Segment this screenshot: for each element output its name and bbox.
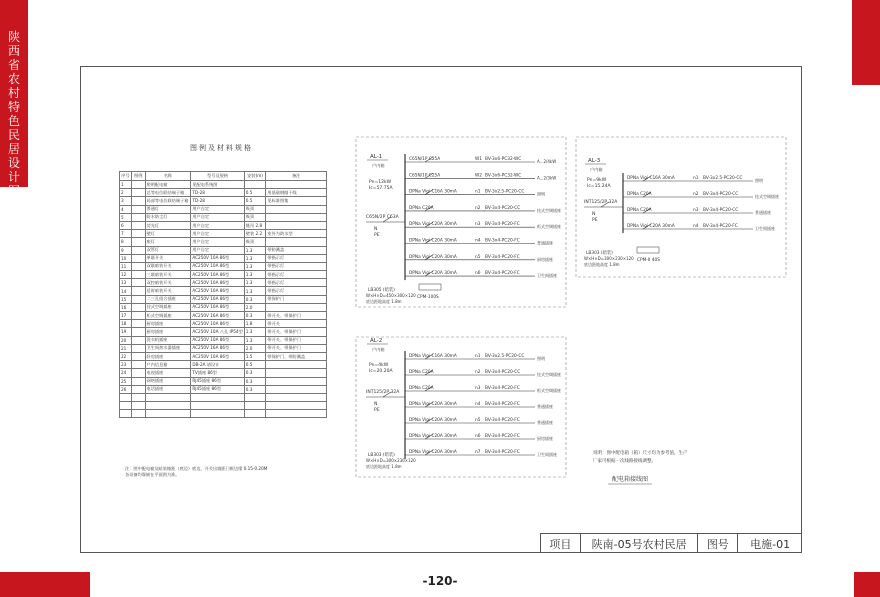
circuit-code: n1 (475, 354, 481, 359)
label-project: 项目 (541, 534, 581, 553)
circuit-cable: BV-3x2.5-PC20-CC (485, 189, 525, 195)
legend-cell: AC250V 10A 86型 (191, 287, 244, 295)
legend-cell: 0.5 (244, 197, 266, 205)
circuit-load: 卫生间插座 (755, 226, 775, 231)
circuit-load: 普通插座 (755, 210, 771, 215)
legend-cell: 带开关 (266, 320, 327, 328)
pe-label: PE (592, 218, 598, 223)
circuit-code: n2 (693, 192, 699, 197)
legend-cell: 21 (120, 344, 132, 352)
legend-cell: 1.5 (244, 352, 266, 360)
legend-cell: AC250V 10A 86型 (191, 320, 244, 328)
legend-cell: 带指示灯 (266, 279, 327, 287)
legend-cell: 4 (120, 205, 132, 213)
panel-name: AL-2 (370, 338, 383, 344)
legend-cell: 带指示灯 (266, 271, 327, 279)
label-drawing: 图号 (698, 534, 738, 553)
circuit-load: 厨房插座 (537, 436, 553, 441)
legend-cell: TD-28 (191, 189, 244, 197)
panel-power: Pn=12kW (369, 180, 392, 185)
legend-cell: 厨房插座 (145, 320, 191, 328)
legend-cell: 带指示灯 (266, 254, 327, 262)
legend-cell: 二三孔组合插座 (145, 295, 191, 303)
enclosure-height: 底边距地高度 1.8m (366, 299, 402, 304)
legend-cell: 13 (120, 279, 132, 287)
circuit-cable: BV-3x4-PC20-FC (485, 386, 520, 391)
legend-cell: 吸顶 (244, 238, 266, 246)
legend-cell: 26 (120, 385, 132, 393)
circuit-breaker: DPNa Vigi C20A 30mA (409, 450, 457, 455)
legend-cell: 5 (120, 213, 132, 221)
circuit-breaker: DPNa C20A (627, 192, 652, 197)
legend-cell: RJ45插座 86型 (191, 377, 244, 385)
legend-cell: 延时暗装开关 (145, 287, 191, 295)
circuit-cable: BV-3x2.5-PC20-CC (703, 176, 743, 181)
legend-cell: 0.3 (244, 312, 266, 320)
enclosure-size: W×H×D=300×230×120 (366, 458, 416, 463)
circuit-breaker: C65N/1P C25A (409, 157, 441, 162)
legend-title: 图例及材料规格 (190, 144, 253, 152)
circuit-load: 照明 (755, 178, 763, 183)
circuit-load: 厨房插座 (537, 256, 553, 262)
legend-cell: 19 (120, 328, 132, 336)
legend-cell: 2.0 (244, 344, 266, 352)
legend-cell: 22 (120, 352, 132, 360)
legend-cell: 普通灯 (145, 205, 191, 213)
circuit-load: 普通插座 (537, 240, 553, 246)
pe-label: PE (374, 408, 380, 413)
legend-cell: AC250V 10A 86型 (191, 303, 244, 311)
circuit-cable: BV-3x4-PC20-FC (485, 254, 520, 260)
legend-header: 安装(m) (244, 172, 266, 181)
legend-cell: 带开关、带保护门 (266, 336, 327, 344)
circuit-code: n3 (693, 208, 699, 213)
legend-header: 型号及规格 (191, 172, 244, 181)
legend-cell: 2 (120, 189, 132, 197)
panel-al3 (584, 158, 779, 267)
legend-cell: 0.3 (244, 295, 266, 303)
circuit-load: 卫生间插座 (537, 273, 557, 279)
legend-cell: 电视插座 (145, 369, 191, 377)
legend-cell: 15 (120, 295, 132, 303)
notes-line: 说明：图中配电箱（箱）尺寸均为参考值，生产 (593, 451, 688, 456)
legend-cell: 链吊 2.8 (244, 221, 266, 229)
legend-cell: AC250V 10A 86型 (191, 295, 244, 303)
legend-cell: 壁装 2.2 (244, 230, 266, 238)
circuit-cable: BV-3x2.5-PC20-CC (485, 354, 525, 359)
legend-cell: 1.8 (244, 320, 266, 328)
circuit-code: n3 (475, 222, 481, 228)
main-breaker: INT125/2P 32A (584, 200, 618, 205)
legend-cell: 照明配电箱 (145, 181, 191, 189)
legend-cell: 带指示灯 (266, 262, 327, 270)
legend-cell: 局部等电位联结端子箱 (145, 197, 191, 205)
legend-cell: 11 (120, 262, 132, 270)
legend-cell: 12 (120, 271, 132, 279)
circuit-cable: BV-3x4-PC20-FC (485, 238, 520, 244)
legend-cell: 3 (120, 197, 132, 205)
spd-label: CPM-100S (417, 295, 439, 300)
legend-header: 备注 (266, 172, 327, 181)
legend-cell: 1.3 (244, 271, 266, 279)
legend-cell: AC250V 10A 86型 (191, 336, 244, 344)
spd-label: CPM-II 40S (637, 258, 660, 263)
side-title: 陕西省农村特色民居设计图集 (7, 30, 20, 212)
diagram-caption: 配电箱接线图 (612, 476, 649, 483)
legend-cell: 吸顶 (244, 205, 266, 213)
legend-note-line: 注：图中配电箱及暗装箱距（底边）底边，开关出墙距门框边缘 0.15-0.20M (125, 466, 268, 471)
legend-cell: 户内信息箱 (145, 361, 191, 369)
legend-cell: 带保护门 (266, 295, 327, 303)
legend-cell: 带开关、带保护门 (266, 344, 327, 352)
legend-cell: AC250V 16A 86型 (191, 344, 244, 352)
enclosure-height: 底边距地高度 1.8m (366, 464, 402, 469)
legend-cell: 16 (120, 303, 132, 311)
legend-cell: AC250V 10A 86型 (191, 279, 244, 287)
enclosure-model: LB303 (暗装) (586, 251, 613, 256)
legend-cell: 1.3 (244, 246, 266, 254)
legend-cell: 见标准图集 (266, 197, 327, 205)
circuit-breaker: DPNa Vigi C20A 30mA (409, 418, 457, 423)
legend-cell: 0.3 (244, 369, 266, 377)
legend-header: 名称 (145, 172, 191, 181)
legend-cell: DB-2A 请设计 (191, 361, 244, 369)
circuit-cable: BV-3x4-PC20-CC (703, 192, 739, 197)
circuit-cable: BV-3x4-PC20-FC (485, 434, 520, 439)
legend-cell: AC250V 10A 86型 (191, 254, 244, 262)
legend-cell: 室外为防水型 (266, 230, 327, 238)
circuit-load: 普通插座 (537, 420, 553, 425)
circuit-cable: BV-3x4-PC20-FC (485, 402, 520, 407)
circuit-code: W1 (475, 157, 482, 162)
circuit-cable: BV-3x6-PC32-WC (485, 157, 522, 162)
legend-cell: AC250V 16A 86型 (191, 312, 244, 320)
legend-cell: 带开关、带保护门 (266, 312, 327, 320)
circuit-breaker: DPNa Vigi C20A 30mA (409, 254, 457, 260)
legend-cell: 1.3 (244, 254, 266, 262)
circuit-breaker: DPNa Vigi C20A 30mA (409, 238, 457, 244)
circuit-breaker: DPNa C20A (409, 386, 434, 391)
legend-cell: 双管灯 (145, 246, 191, 254)
circuit-cable: BV-3x4-PC20-CC (485, 205, 521, 211)
enclosure-model: LB303 (暗装) (368, 453, 395, 458)
legend-cell: 24 (120, 369, 132, 377)
neutral-label: N (374, 227, 378, 232)
circuit-load: 挂式空调插座 (755, 194, 779, 199)
circuit-load: A...2/3kW (537, 175, 557, 181)
main-breaker: INT125/2P 32A (366, 390, 400, 395)
circuit-breaker: DPNa Vigi C20A 30mA (409, 271, 457, 277)
legend-cell: 0.5 (244, 189, 266, 197)
legend-cell: 带保护门、带防溅盖 (266, 352, 327, 360)
legend-cell: 网络插座 (145, 377, 191, 385)
legend-cell: 9 (120, 246, 132, 254)
panel-current: Ic=20.20A (369, 369, 393, 374)
legend-cell: 壁灯 (145, 230, 191, 238)
circuit-breaker: C65N/1P C25A (409, 173, 441, 179)
circuit-breaker: DPNa Vigi C20A 30mA (627, 224, 675, 229)
circuit-code: n6 (475, 434, 481, 439)
circuit-code: n2 (475, 370, 481, 375)
legend-cell: 用户自定 (191, 230, 244, 238)
enclosure-height: 底边距地高度 1.8m (584, 262, 620, 267)
circuit-load: A...2/4kW (537, 159, 557, 164)
legend-cell: 14 (120, 287, 132, 295)
legend-cell: 双控暗装开关 (145, 279, 191, 287)
legend-cell: 柜式空调插座 (145, 312, 191, 320)
legend-cell: 用户自定 (191, 213, 244, 221)
legend-cell: 1.3 (244, 328, 266, 336)
circuit-code: n1 (475, 189, 481, 195)
legend-cell: 带防溅盖 (266, 246, 327, 254)
panel-sub: 户内箱 (372, 347, 385, 352)
circuit-cable: BV-3x4-PC20-FC (703, 224, 738, 229)
legend-cell: 1.3 (244, 279, 266, 287)
panel-al2 (366, 338, 561, 469)
circuit-cable: BV-3x4-PC20-FC (485, 271, 520, 277)
circuit-cable: BV-3x4-PC20-CC (703, 208, 739, 213)
legend-cell: 1.3 (244, 287, 266, 295)
legend-cell: 见配电系统图 (191, 181, 244, 189)
circuit-code: n5 (475, 418, 481, 423)
panel-power: Pn=9kW (587, 178, 607, 183)
panel-sub: 户内箱 (590, 167, 603, 172)
circuit-load: 照明 (537, 191, 545, 197)
legend-cell: 0.3 (244, 385, 266, 393)
circuit-load: 柜式空调插座 (537, 224, 561, 230)
circuit-code: n7 (475, 450, 481, 455)
page-number: -120- (422, 574, 458, 588)
circuit-code: n2 (475, 205, 481, 211)
panel-power: Pn=4kW (369, 363, 389, 368)
legend-cell: 0.3 (244, 377, 266, 385)
legend-cell: 电话插座 (145, 385, 191, 393)
circuit-breaker: DPNa Vigi C20A 30mA (409, 222, 457, 228)
legend-cell: 1 (120, 181, 132, 189)
circuit-cable: BV-3x4-PC20-FC (485, 450, 520, 455)
legend-cell: 厨房插座 (145, 328, 191, 336)
legend-note-line: 各设备均靠嵌在平面图为准。 (125, 472, 180, 477)
circuit-breaker: DPNa Vigi C16A 30mA (409, 354, 457, 359)
circuit-breaker: DPNa Vigi C16A 30mA (409, 189, 457, 195)
circuit-code: n3 (475, 386, 481, 391)
circuit-breaker: DPNa C20A (627, 208, 652, 213)
circuit-code: n5 (475, 254, 481, 260)
legend-cell: 25 (120, 377, 132, 385)
circuit-breaker: DPNa C20A (409, 205, 434, 211)
legend-cell: 单联开关 (145, 254, 191, 262)
legend-cell: 7 (120, 230, 132, 238)
legend-cell: 用户自定 (191, 246, 244, 254)
circuit-load: 普通插座 (537, 404, 553, 409)
drawing-number: 电施-01 (750, 537, 791, 551)
legend-cell: 6 (120, 221, 132, 229)
panel-al1 (366, 154, 561, 304)
legend-cell: 带开关、带保护门 (266, 328, 327, 336)
title-block (540, 533, 802, 553)
legend-cell: 防水防尘灯 (145, 213, 191, 221)
circuit-cable: BV-3x4-PC20-CC (485, 370, 521, 375)
panel-current: Ic=15.24A (587, 184, 611, 189)
legend-cell: 总等电位联结端子箱 (145, 189, 191, 197)
circuit-load: 卫生间插座 (537, 452, 557, 457)
legend-cell: 三联暗装开关 (145, 271, 191, 279)
legend-cell: 0.5 (244, 361, 266, 369)
project-name: 陕南-05号农村民居 (581, 534, 699, 553)
panel-name: AL-3 (588, 158, 601, 164)
enclosure-size: W×H×D=450×300×120 (366, 293, 416, 298)
enclosure-size: W×H×D=300×230×120 (584, 256, 634, 261)
circuit-breaker: DPNa Vigi C16A 30mA (627, 176, 675, 181)
spd-device (419, 284, 441, 290)
circuit-code: n6 (475, 271, 481, 277)
legend-cell: 荧光灯 (145, 221, 191, 229)
legend-cell: 双联暗装开关 (145, 262, 191, 270)
neutral-label: N (592, 212, 596, 217)
panel-sub: 户内箱 (372, 163, 385, 168)
legend-cell: 2.0 (244, 303, 266, 311)
spd-device (637, 247, 659, 253)
legend-cell: TD-28 (191, 197, 244, 205)
panel-current: Ic=57.75A (369, 186, 393, 191)
legend-cell: 用户自定 (191, 205, 244, 213)
legend-cell: 20 (120, 336, 132, 344)
circuit-code: n4 (475, 402, 481, 407)
legend-header: 序号 (120, 172, 132, 181)
enclosure-model: LB305 (暗装) (368, 288, 395, 293)
pe-label: PE (374, 233, 380, 238)
legend-cell: AC250V 10A 八孔 IP54型 (191, 328, 244, 336)
circuit-load: 挂式空调插座 (537, 207, 561, 213)
legend-cell: 23 (120, 361, 132, 369)
legend-cell: RJ45插座 86型 (191, 385, 244, 393)
legend-cell: 用户自定 (191, 238, 244, 246)
legend-header: 图例 (131, 172, 145, 181)
circuit-code: n4 (693, 224, 699, 229)
circuit-cable: BV-3x4-PC20-FC (485, 418, 520, 423)
legend-cell: 卫生间热水器插座 (145, 344, 191, 352)
legend-cell: 1.3 (244, 336, 266, 344)
legend-cell: TV插座 86型 (191, 369, 244, 377)
circuit-breaker: DPNa C20A (409, 370, 434, 375)
legend-cell: 挂式空调插座 (145, 303, 191, 311)
circuit-cable: BV-3x4-PC20-FC (485, 222, 520, 228)
legend-cell: 10 (120, 254, 132, 262)
legend-cell: 用基础钢做干线 (266, 189, 327, 197)
legend-cell: AC250V 10A 86型 (191, 352, 244, 360)
legend-cell: 带指示灯 (266, 287, 327, 295)
circuit-breaker: DPNa Vigi C20A 30mA (409, 434, 457, 439)
legend-cell: AC250V 10A 86型 (191, 262, 244, 270)
legend-cell: 座灯 (145, 238, 191, 246)
circuit-code: W2 (475, 173, 482, 179)
circuit-breaker: DPNa Vigi C20A 30mA (409, 402, 457, 407)
legend-cell: AC250V 10A 86型 (191, 271, 244, 279)
circuit-cable: BV-3x6-PC32-WC (485, 173, 522, 179)
circuit-code: n1 (693, 176, 699, 181)
legend-cell: 1.3 (244, 262, 266, 270)
circuit-load: 柜式空调插座 (537, 388, 561, 393)
legend-cell: 洗衣机插座 (145, 336, 191, 344)
legend-cell: 8 (120, 238, 132, 246)
circuit-code: n4 (475, 238, 481, 244)
main-breaker: C65N/2P C63A (366, 215, 399, 220)
circuit-load: 照明 (537, 356, 545, 361)
notes-line: 厂家可根据一次线路接线调整。 (593, 459, 656, 464)
legend-cell: 18 (120, 320, 132, 328)
legend-cell: 吸顶 (244, 213, 266, 221)
circuit-load: 挂式空调插座 (537, 372, 561, 377)
panel-name: AL-1 (370, 154, 383, 160)
legend-cell: 卧房插座 (145, 352, 191, 360)
neutral-label: N (374, 402, 378, 407)
legend-cell: 用户自定 (191, 221, 244, 229)
legend-cell: 17 (120, 312, 132, 320)
